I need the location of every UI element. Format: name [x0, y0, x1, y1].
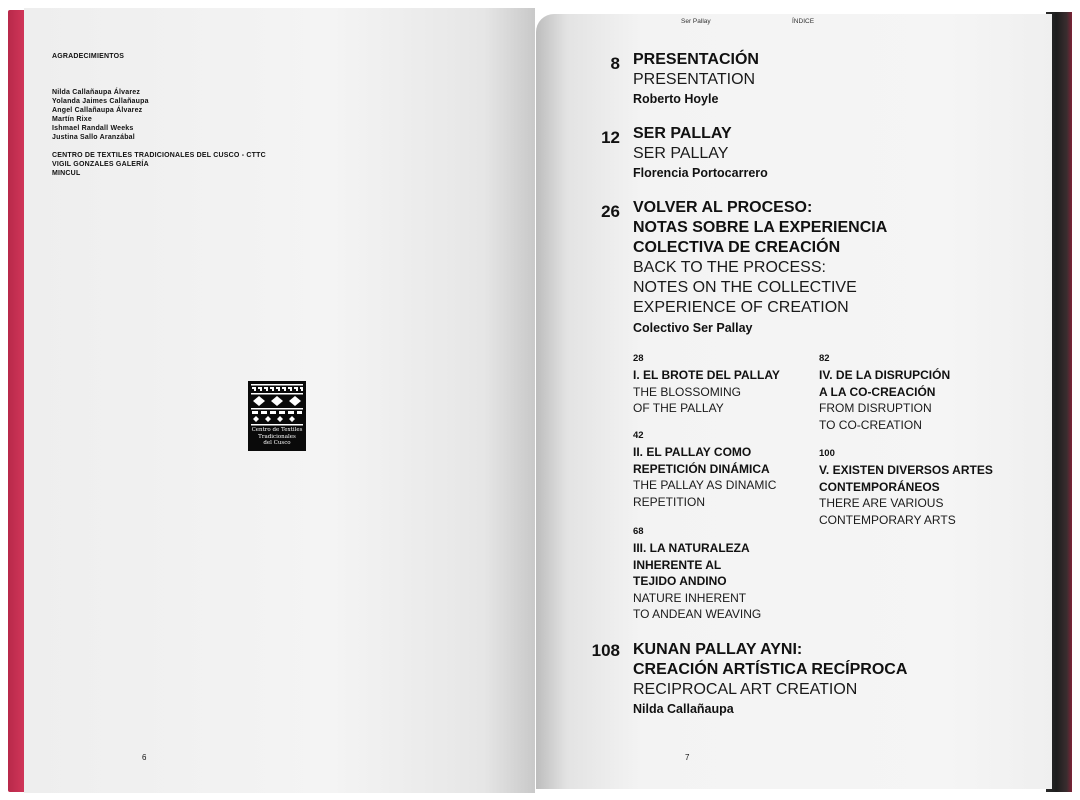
- subentry-title-es: A LA CO-CREACIÓN: [819, 384, 936, 399]
- logo-caption: Centro de Textiles Tradicionales del Cusco: [251, 427, 303, 446]
- toc-title-es: PRESENTACIÓN: [633, 51, 759, 68]
- toc-title-en: EXPERIENCE OF CREATION: [633, 299, 849, 316]
- toc-title-en: RECIPROCAL ART CREATION: [633, 681, 858, 698]
- toc-page-number: 108: [591, 641, 620, 660]
- toc-subentry[interactable]: [819, 352, 1019, 433]
- acknowledgement-organizations: [52, 151, 266, 178]
- name-line: Angel Callañaupa Álvarez: [52, 107, 143, 114]
- name-line: Ishmael Randall Weeks: [52, 125, 134, 132]
- subentry-title-es: III. LA NATURALEZA: [633, 541, 750, 555]
- subentry-title-en: REPETITION: [633, 494, 706, 509]
- toc-subentry[interactable]: [633, 525, 833, 623]
- organization-line: CENTRO DE TEXTILES TRADICIONALES DEL CUSCO - CTTC: [52, 152, 266, 159]
- subentry-page-number: 100: [819, 448, 835, 459]
- name-line: Martín Rixe: [52, 116, 92, 123]
- subentry-title-es: CONTEMPORÁNEOS: [819, 479, 940, 494]
- subentry-title-en: FROM DISRUPTION: [819, 401, 932, 415]
- subentry-title-en: THERE ARE VARIOUS: [819, 496, 944, 510]
- right-page-number: 7: [685, 753, 690, 762]
- subentry-title-en: CONTEMPORARY ARTS: [819, 512, 956, 527]
- toc-entry[interactable]: [633, 198, 1013, 337]
- toc-title-es: SER PALLAY: [633, 125, 732, 142]
- toc-entry[interactable]: [633, 640, 1013, 718]
- organization-line: MINCUL: [52, 170, 81, 177]
- toc-title-en: NOTES ON THE COLLECTIVE: [633, 279, 857, 296]
- toc-title-es: NOTAS SOBRE LA EXPERIENCIA: [633, 219, 888, 236]
- subentry-title-es: II. EL PALLAY COMO: [633, 445, 752, 459]
- subentry-title-en: THE PALLAY AS DINAMIC: [633, 478, 777, 492]
- subentry-page-number: 82: [819, 353, 830, 364]
- toc-entry[interactable]: [633, 124, 1013, 182]
- subentry-page-number: 68: [633, 526, 644, 537]
- name-line: Nilda Callañaupa Álvarez: [52, 89, 141, 96]
- toc-title-en: SER PALLAY: [633, 145, 729, 162]
- toc-page-number: 26: [601, 202, 620, 221]
- name-line: Justina Sallo Aranzábal: [52, 134, 135, 141]
- running-section: ÍNDICE: [792, 18, 815, 25]
- textile-pattern-icon: [248, 381, 306, 427]
- subentry-title-es: IV. DE LA DISRUPCIÓN: [819, 368, 951, 382]
- subentry-title-en: OF THE PALLAY: [633, 401, 724, 415]
- subentry-title-en: TO CO-CREATION: [819, 417, 922, 432]
- toc-title-es: KUNAN PALLAY AYNI:: [633, 641, 803, 658]
- subentry-title-es: INHERENTE AL: [633, 557, 722, 572]
- subentry-title-es: REPETICIÓN DINÁMICA: [633, 461, 770, 476]
- toc-author: Colectivo Ser Pallay: [633, 321, 753, 335]
- subentry-page-number: 28: [633, 353, 644, 364]
- toc-page-number: 8: [610, 54, 620, 73]
- toc-title-es: VOLVER AL PROCESO:: [633, 199, 813, 216]
- subentry-page-number: 42: [633, 430, 644, 441]
- toc-subentry[interactable]: [633, 429, 833, 510]
- toc-title-en: PRESENTATION: [633, 71, 756, 88]
- subentry-title-es: TEJIDO ANDINO: [633, 574, 727, 588]
- subentry-title-es: I. EL BROTE DEL PALLAY: [633, 368, 780, 382]
- left-page-number: 6: [142, 753, 147, 762]
- toc-page-number: 12: [601, 128, 620, 147]
- name-line: Yolanda Jaimes Callañaupa: [52, 98, 149, 105]
- toc-entry[interactable]: [633, 50, 1013, 108]
- subentry-title-en: NATURE INHERENT: [633, 590, 747, 605]
- toc-subentry[interactable]: [633, 352, 833, 417]
- acknowledgements-heading: AGRADECIMIENTOS: [52, 53, 125, 60]
- subentry-title-en: THE BLOSSOMING: [633, 384, 742, 399]
- toc-title-en: BACK TO THE PROCESS:: [633, 259, 826, 276]
- acknowledgement-names: [52, 88, 149, 142]
- toc-subentry[interactable]: [819, 447, 1019, 528]
- subentry-title-en: TO ANDEAN WEAVING: [633, 607, 762, 621]
- running-title: Ser Pallay: [681, 18, 711, 25]
- toc-author: Nilda Callañaupa: [633, 702, 734, 716]
- toc-author: Florencia Portocarrero: [633, 166, 768, 180]
- organization-line: VIGIL GONZALES GALERÍA: [52, 161, 149, 168]
- cttc-logo: [248, 381, 306, 451]
- toc-title-es: COLECTIVA DE CREACIÓN: [633, 239, 841, 256]
- subentry-title-es: V. EXISTEN DIVERSOS ARTES: [819, 463, 993, 477]
- toc-author: Roberto Hoyle: [633, 92, 719, 106]
- toc-title-es: CREACIÓN ARTÍSTICA RECÍPROCA: [633, 661, 908, 678]
